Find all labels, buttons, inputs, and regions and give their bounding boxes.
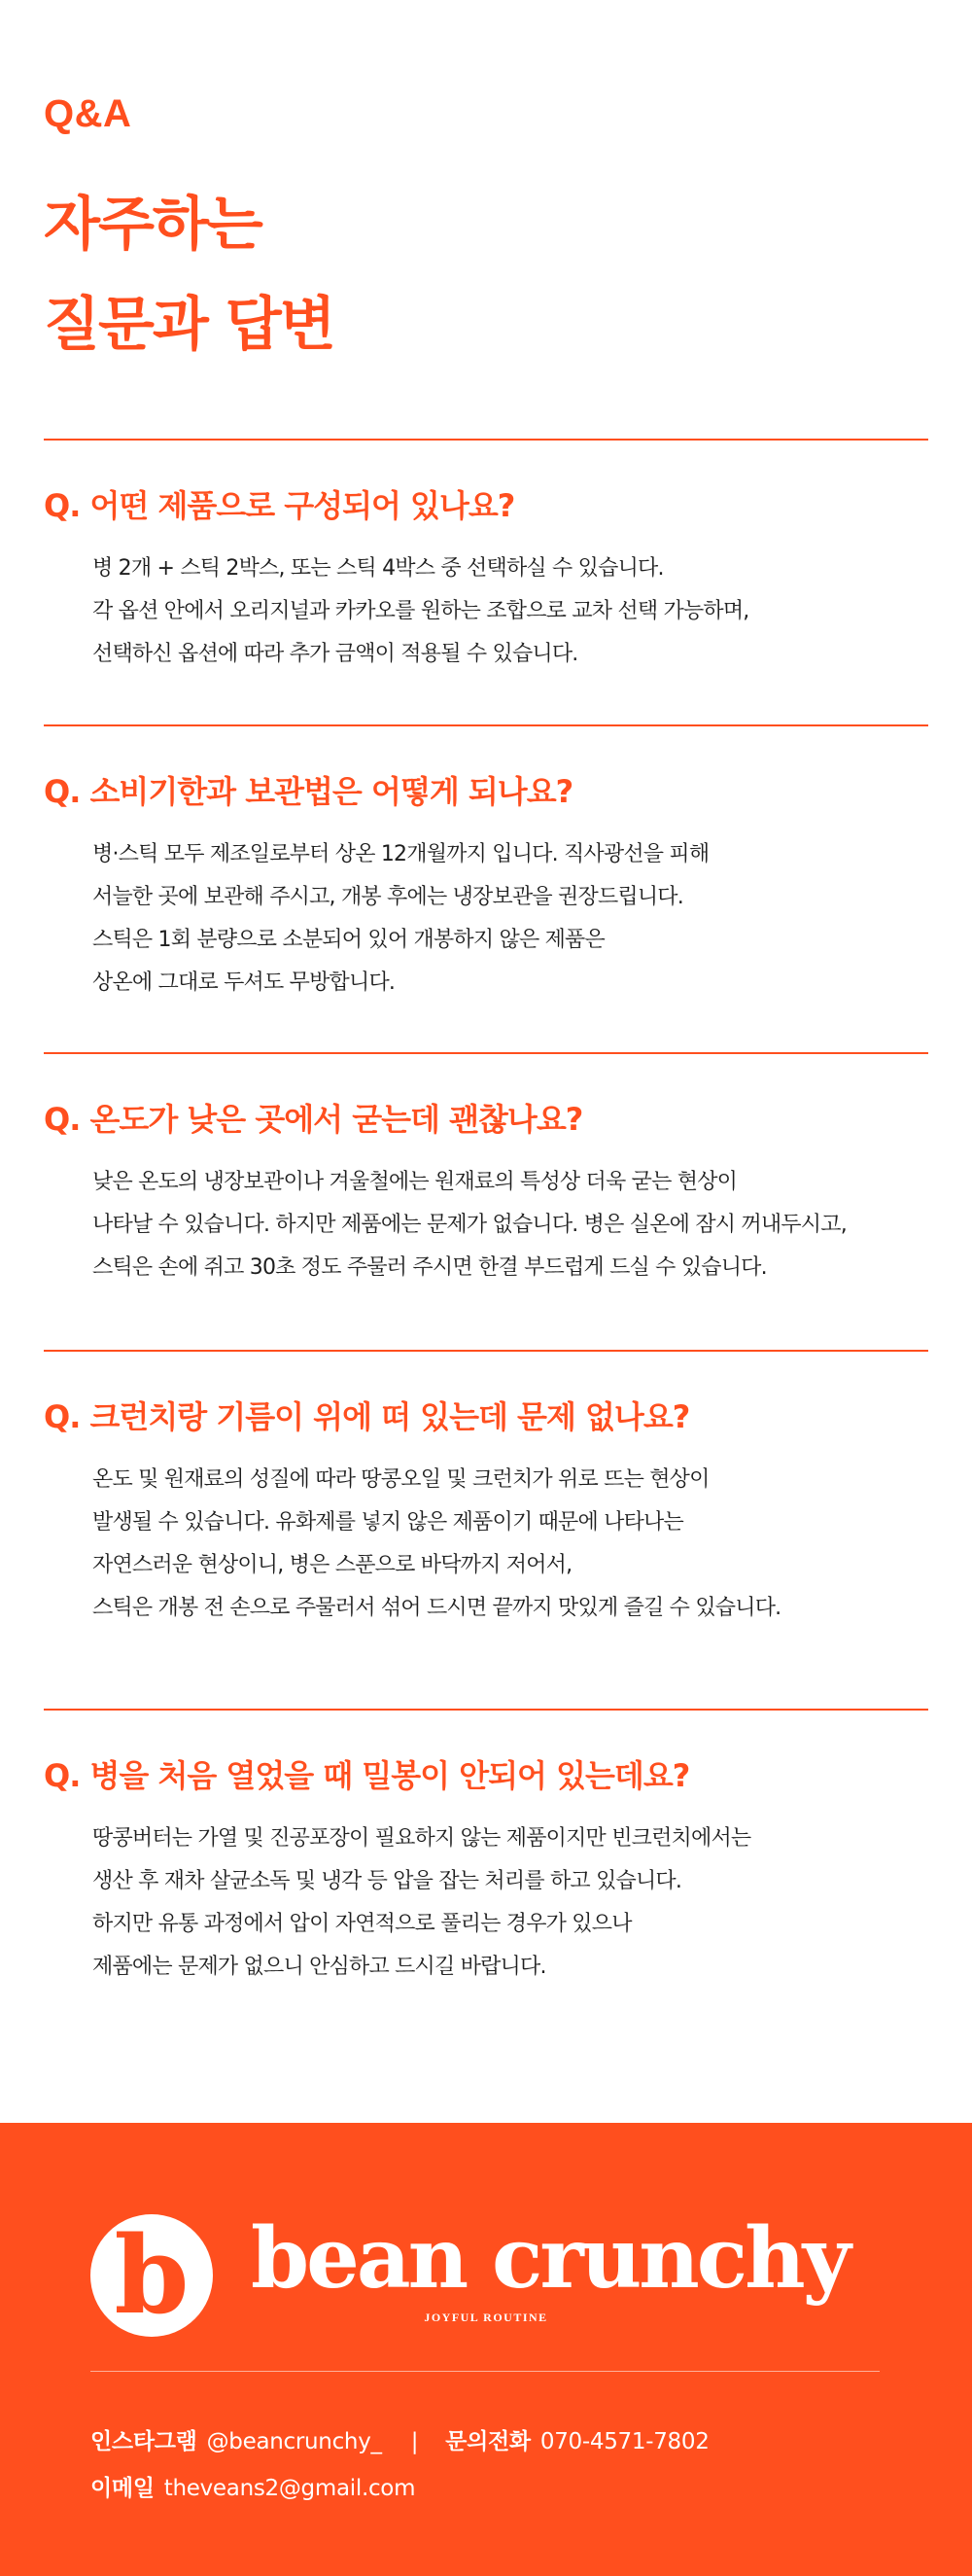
faq-answer-line: 발생될 수 있습니다. 유화제를 넣지 않은 제품이기 때문에 나타나는: [92, 1510, 683, 1535]
faq-answer-line: 스틱은 1회 분량으로 소분되어 있어 개봉하지 않은 제품은: [92, 928, 605, 952]
faq-item: [44, 1350, 928, 1630]
faq-divider: [44, 439, 928, 441]
faq-answer: [92, 1459, 928, 1630]
faq-header: [44, 92, 334, 375]
contact-row-social: [90, 2423, 710, 2455]
faq-answer-line: 스틱은 손에 쥐고 30초 정도 주물러 주시면 한결 부드럽게 드실 수 있습니다.: [92, 1255, 767, 1280]
faq-question: Q. 소비기한과 보관법은 어떻게 되나요?: [44, 773, 573, 810]
faq-item: [44, 1052, 928, 1289]
footer-divider: [90, 2371, 880, 2372]
faq-answer-line: 선택하신 옵션에 따라 추가 금액이 적용될 수 있습니다.: [92, 642, 578, 666]
faq-answer-line: 병 2개 + 스틱 2박스, 또는 스틱 4박스 중 선택하실 수 있습니다.: [92, 556, 664, 581]
brand-wordmark: bean crunchy: [251, 2209, 849, 2308]
faq-question: Q. 크런치랑 기름이 위에 떠 있는데 문제 없나요?: [44, 1398, 690, 1435]
page-title-line-2: 질문과 답변: [44, 291, 334, 359]
faq-question: Q. 어떤 제품으로 구성되어 있나요?: [44, 487, 515, 524]
faq-answer-line: 나타날 수 있습니다. 하지만 제품에는 문제가 없습니다. 병은 실온에 잠시 꺼내두시고,: [92, 1213, 847, 1237]
brand-tagline: JOYFUL ROUTINE: [424, 2311, 548, 2324]
faq-answer: [92, 833, 928, 1005]
instagram-label: 인스타그램: [90, 2429, 197, 2454]
faq-divider: [44, 1052, 928, 1054]
faq-divider: [44, 724, 928, 726]
faq-answer-line: 제품에는 문제가 없으니 안심하고 드시길 바랍니다.: [92, 1955, 546, 1979]
faq-item: [44, 1709, 928, 1989]
faq-answer-line: 땅콩버터는 가열 및 진공포장이 필요하지 않는 제품이지만 빈크런치에서는: [92, 1826, 751, 1851]
page-title-line-1: 자주하는: [44, 191, 261, 259]
contact-row-email: [90, 2470, 415, 2502]
section-eyebrow: Q&A: [44, 92, 132, 135]
brand-footer: [0, 2123, 972, 2576]
faq-answer-line: 각 옵션 안에서 오리지널과 카카오를 원하는 조합으로 교차 선택 가능하며,: [92, 599, 749, 623]
faq-item: [44, 724, 928, 1005]
brand-logo-letter: b: [114, 2212, 190, 2338]
faq-answer-line: 서늘한 곳에 보관해 주시고, 개봉 후에는 냉장보관을 권장드립니다.: [92, 885, 683, 909]
phone-label: 문의전화: [445, 2429, 531, 2454]
faq-question: Q. 병을 처음 열었을 때 밀봉이 안되어 있는데요?: [44, 1757, 690, 1794]
faq-answer-line: 하지만 유통 과정에서 압이 자연적으로 풀리는 경우가 있으나: [92, 1912, 632, 1936]
faq-question: Q. 온도가 낮은 곳에서 굳는데 괜찮나요?: [44, 1101, 583, 1138]
faq-answer: [92, 547, 928, 676]
email-label: 이메일: [90, 2476, 155, 2501]
phone-number[interactable]: 070-4571-7802: [539, 2429, 710, 2454]
page-title: [44, 175, 334, 375]
faq-answer-line: 스틱은 개봉 전 손으로 주물러서 섞어 드시면 끝까지 맛있게 즐길 수 있습니다.: [92, 1596, 781, 1620]
faq-answer-line: 상온에 그대로 두셔도 무방합니다.: [92, 970, 396, 995]
faq-answer-line: 생산 후 재차 살균소독 및 냉각 등 압을 잡는 처리를 하고 있습니다.: [92, 1869, 682, 1893]
faq-divider: [44, 1709, 928, 1711]
faq-divider: [44, 1350, 928, 1352]
faq-answer: [92, 1161, 928, 1289]
faq-answer-line: 온도 및 원재료의 성질에 따라 땅콩오일 및 크런치가 위로 뜨는 현상이: [92, 1467, 710, 1492]
faq-answer-line: 병·스틱 모두 제조일로부터 상온 12개월까지 입니다. 직사광선을 피해: [92, 842, 710, 866]
instagram-handle[interactable]: @beancrunchy_: [206, 2429, 382, 2454]
contact-separator: |: [410, 2429, 419, 2454]
faq-answer: [92, 1817, 928, 1989]
faq-answer-line: 낮은 온도의 냉장보관이나 겨울철에는 원재료의 특성상 더욱 굳는 현상이: [92, 1170, 738, 1194]
faq-item: [44, 439, 928, 676]
email-address[interactable]: theveans2@gmail.com: [163, 2476, 416, 2501]
faq-answer-line: 자연스러운 현상이니, 병은 스푼으로 바닥까지 저어서,: [92, 1553, 573, 1577]
